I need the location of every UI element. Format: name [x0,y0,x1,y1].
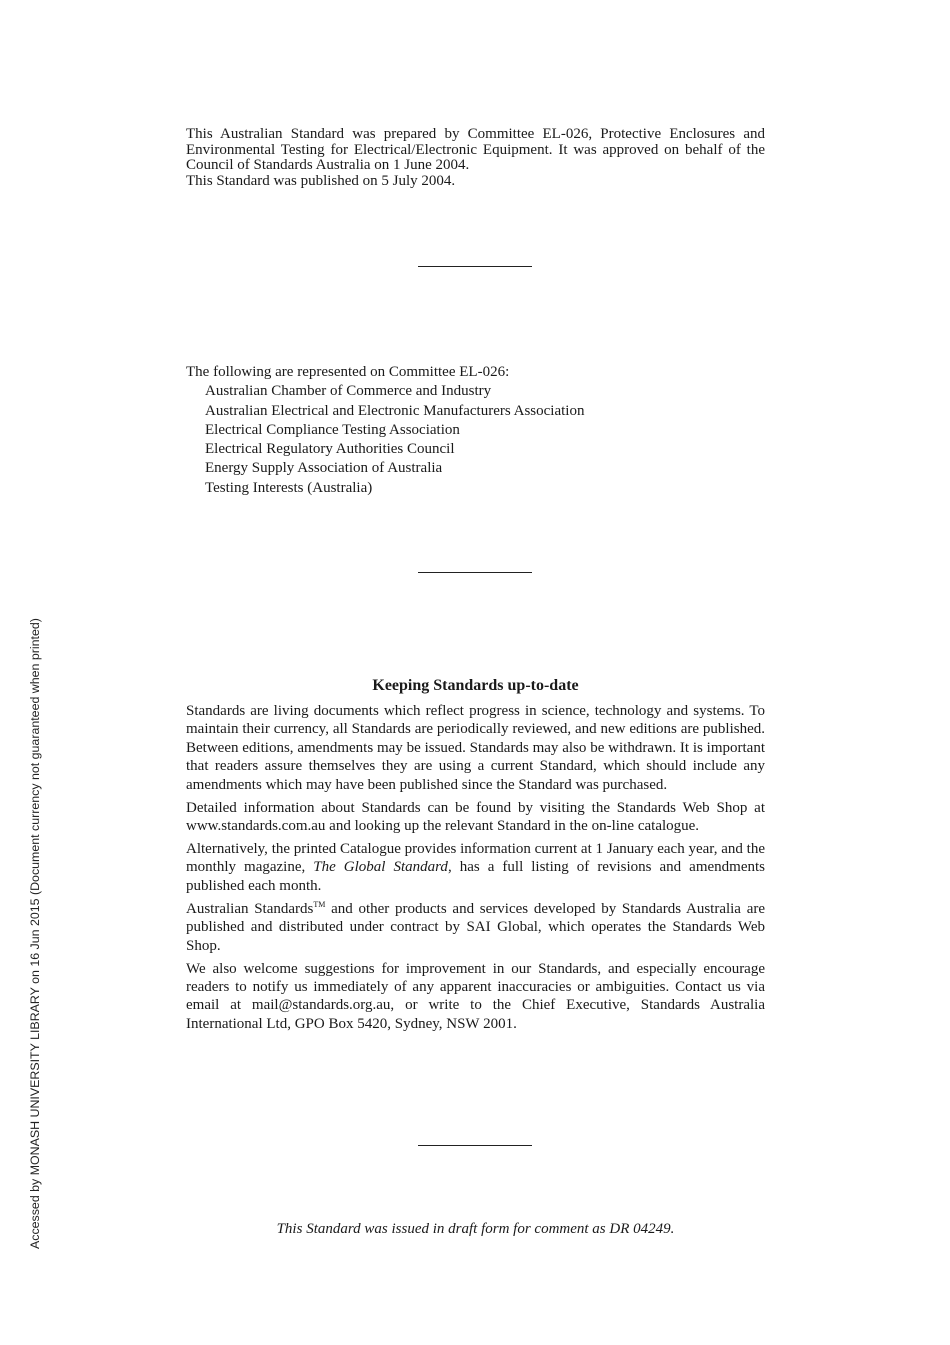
keeping-paragraph-3-start: Alternatively, the printed Catalogue provides information current at 1 January each year, and the monthly magazine, [186,841,765,876]
committee-representation [186,363,765,498]
keeping-paragraph-1: Standards are living documents which reflect progress in science, technology and systems. To maintain their currency, all Standards are periodically reviewed, and new editions are published. Between editions, amendments may be issued. Standards may also be withdrawn. It is important that readers assure themselves they are using a current Standard, which should include any amendments which may have been published since the Standard was purchased. [186,703,765,793]
committee-intro: The following are represented on Committee EL-026: [186,364,510,380]
committee-member: Electrical Regulatory Authorities Council [205,441,455,458]
keeping-standards-body [186,702,765,1038]
keeping-standards-heading: Keeping Standards up-to-date [372,677,579,694]
trademark-mark: TM [313,899,326,909]
keeping-paragraph-5: We also welcome suggestions for improvement in our Standards, and especially encourage readers to notify us immediately of any apparent inaccuracies or ambiguities. Contact us via email at mail@standards.org.au, or write to the Chief Executive, Standards Australia International Ltd, GPO Box 5420, Sydney, NSW 2001. [186,960,765,1032]
section-divider [418,1145,532,1146]
draft-footer-note: This Standard was issued in draft form for comment as DR 04249. [276,1221,675,1237]
keeping-paragraph-2: Detailed information about Standards can be found by visiting the Standards Web Shop at www.standards.com.au and looking up the relevant Standard in the on-line catalogue. [186,799,765,835]
keeping-paragraph-3-end: , has a full listing of revisions and amendments published each month. [186,859,765,894]
publication-date-text: This Standard was published on 5 July 2004. [186,172,456,189]
preparation-statement [186,127,765,189]
global-standard-title: The Global Standard [313,859,448,876]
keeping-paragraph-3 [186,840,765,895]
committee-member: Australian Chamber of Commerce and Industry [205,383,492,400]
section-divider [418,266,532,267]
committee-member: Electrical Compliance Testing Association [205,421,460,438]
preparation-text: This Australian Standard was prepared by Committee EL-026, Protective Enclosures and Environmental Testing for Electrical/Electronic Equipment. It was approved on behalf of the Council of Standards Australia on 1 June 2004. [186,126,765,173]
keeping-paragraph-4-start: Australian Standards [186,900,314,917]
keeping-paragraph-4-end: and other products and services developed by Standards Australia are published and distributed under contract by SAI Global, which operates the Standards Web Shop. [186,900,766,954]
committee-member: Testing Interests (Australia) [205,479,373,496]
committee-member: Australian Electrical and Electronic Manufacturers Association [205,402,585,419]
committee-member-list [186,382,765,498]
access-watermark: Accessed by MONASH UNIVERSITY LIBRARY on 16 Jun 2015 (Document currency not guaranteed when printed) [28,618,42,1249]
section-divider [418,572,532,573]
keeping-paragraph-4 [186,900,765,955]
committee-member: Energy Supply Association of Australia [205,460,443,477]
